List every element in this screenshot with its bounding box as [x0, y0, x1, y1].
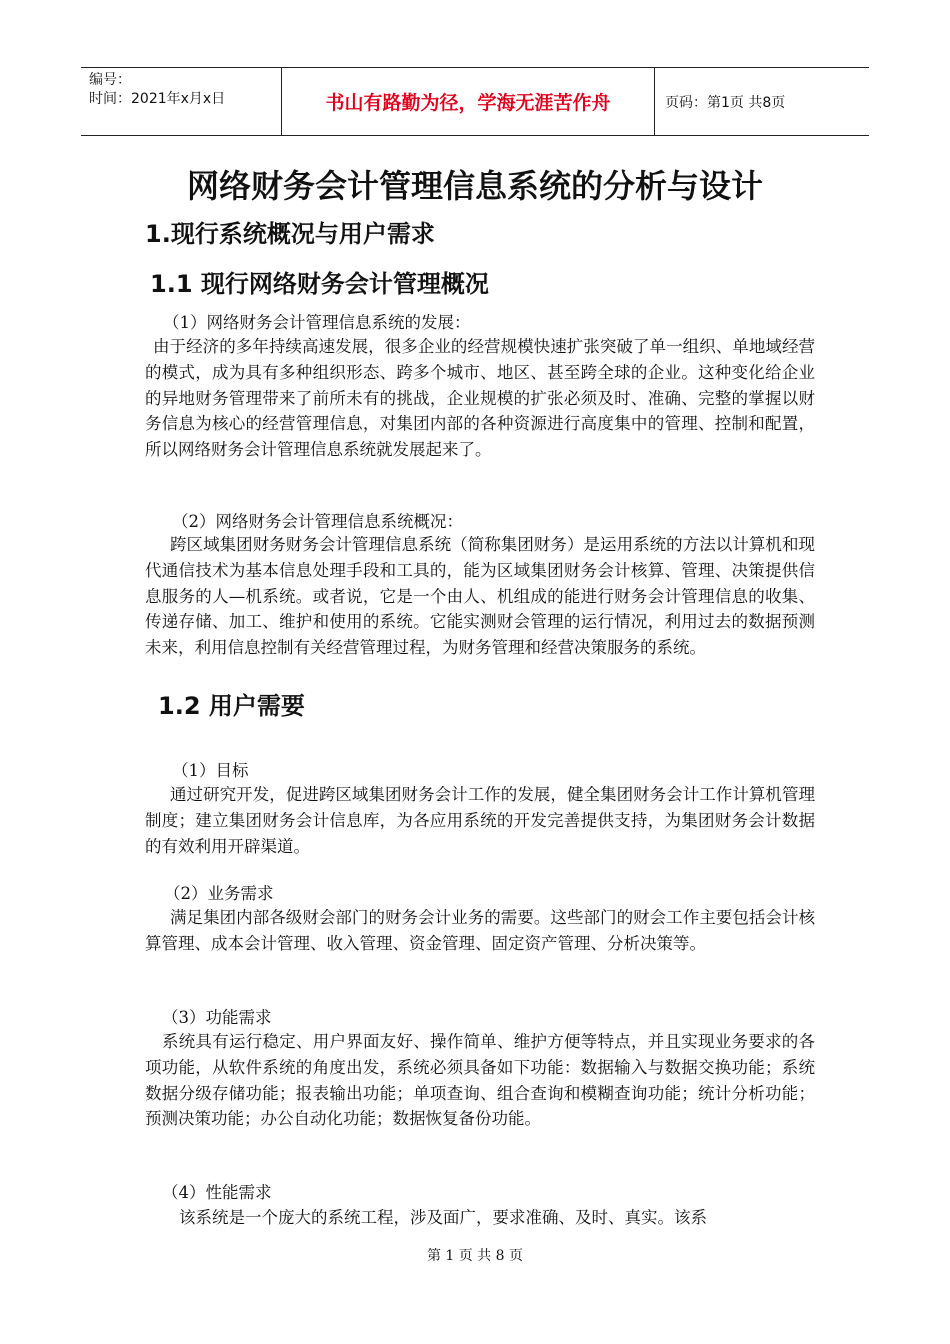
serial-number-label: 编号： [89, 72, 131, 88]
header-meta [81, 68, 282, 135]
paragraph-business: 满足集团内部各级财会部门的财务会计业务的需要。这些部门的财会工作主要包括会计核算管理、成本会计管理、收入管理、资金管理、固定资产管理、分析决策等。 [145, 908, 815, 953]
item-label-goal: （1）目标 [172, 761, 249, 780]
section-heading-1-1: 1.1 现行网络财务会计管理概况 [150, 270, 489, 298]
header-page-info: 页码：第1页 共8页 [665, 94, 786, 111]
item-label-function: （3）功能需求 [162, 1008, 272, 1027]
page-footer: 第 1 页 共 8 页 [426, 1248, 524, 1264]
paragraph-performance: 该系统是一个庞大的系统工程，涉及面广，要求准确、及时、真实。该系 [179, 1208, 707, 1227]
section-heading-1: 1.现行系统概况与用户需求 [145, 220, 435, 248]
item-label-development: （1）网络财务会计管理信息系统的发展： [163, 313, 471, 332]
paragraph-function: 系统具有运行稳定、用户界面友好、操作简单、维护方便等特点，并且实现业务要求的各项功能，从软件系统的角度出发，系统必须具备如下功能：数据输入与数据交换功能；系统数据分级存储功能；报表输出功能；单项查询、组合查询和模糊查询功能；统计分析功能；预测决策功能；办公自动化功能；数据恢复备份功能。 [145, 1032, 815, 1129]
item-label-overview: （2）网络财务会计管理信息系统概况： [172, 512, 463, 531]
paragraph-goal: 通过研究开发，促进跨区域集团财务会计工作的发展，健全集团财务会计工作计算机管理制度；建立集团财务会计信息库，为各应用系统的开发完善提供支持，为集团财务会计数据的有效利用开辟渠道。 [145, 785, 815, 856]
document-header [81, 67, 869, 136]
item-label-business: （2）业务需求 [164, 884, 274, 903]
paragraph-overview: 跨区域集团财务财务会计管理信息系统（简称集团财务）是运用系统的方法以计算机和现代通信技术为基本信息处理手段和工具的，能为区域集团财务会计核算、管理、决策提供信息服务的人—机系统。或者说，它是一个由人、机组成的能进行财务会计管理信息的收集、传递存储、加工、维护和使用的系统。它能实测财会管理的运行情况，利用过去的数据预测未来，利用信息控制有关经营管理过程，为财务管理和经营决策服务的系统。 [145, 535, 815, 658]
paragraph-development: 由于经济的多年持续高速发展，很多企业的经营规模快速扩张突破了单一组织、单地域经营的模式，成为具有多种组织形态、跨多个城市、地区、甚至跨全球的企业。这种变化给企业的异地财务管理带来了前所未有的挑战，企业规模的扩张必须及时、准确、完整的掌握以财务信息为核心的经营管理信息，对集团内部的各种资源进行高度集中的管理、控制和配置，所以网络财务会计管理信息系统就发展起来了。 [145, 337, 815, 460]
date-label: 时间：2021年x月x日 [89, 91, 226, 107]
header-motto: 书山有路勤为径，学海无涯苦作舟 [282, 68, 655, 135]
document-title: 网络财务会计管理信息系统的分析与设计 [186, 167, 763, 205]
item-label-performance: （4）性能需求 [162, 1183, 272, 1202]
section-heading-1-2: 1.2 用户需要 [158, 692, 305, 720]
